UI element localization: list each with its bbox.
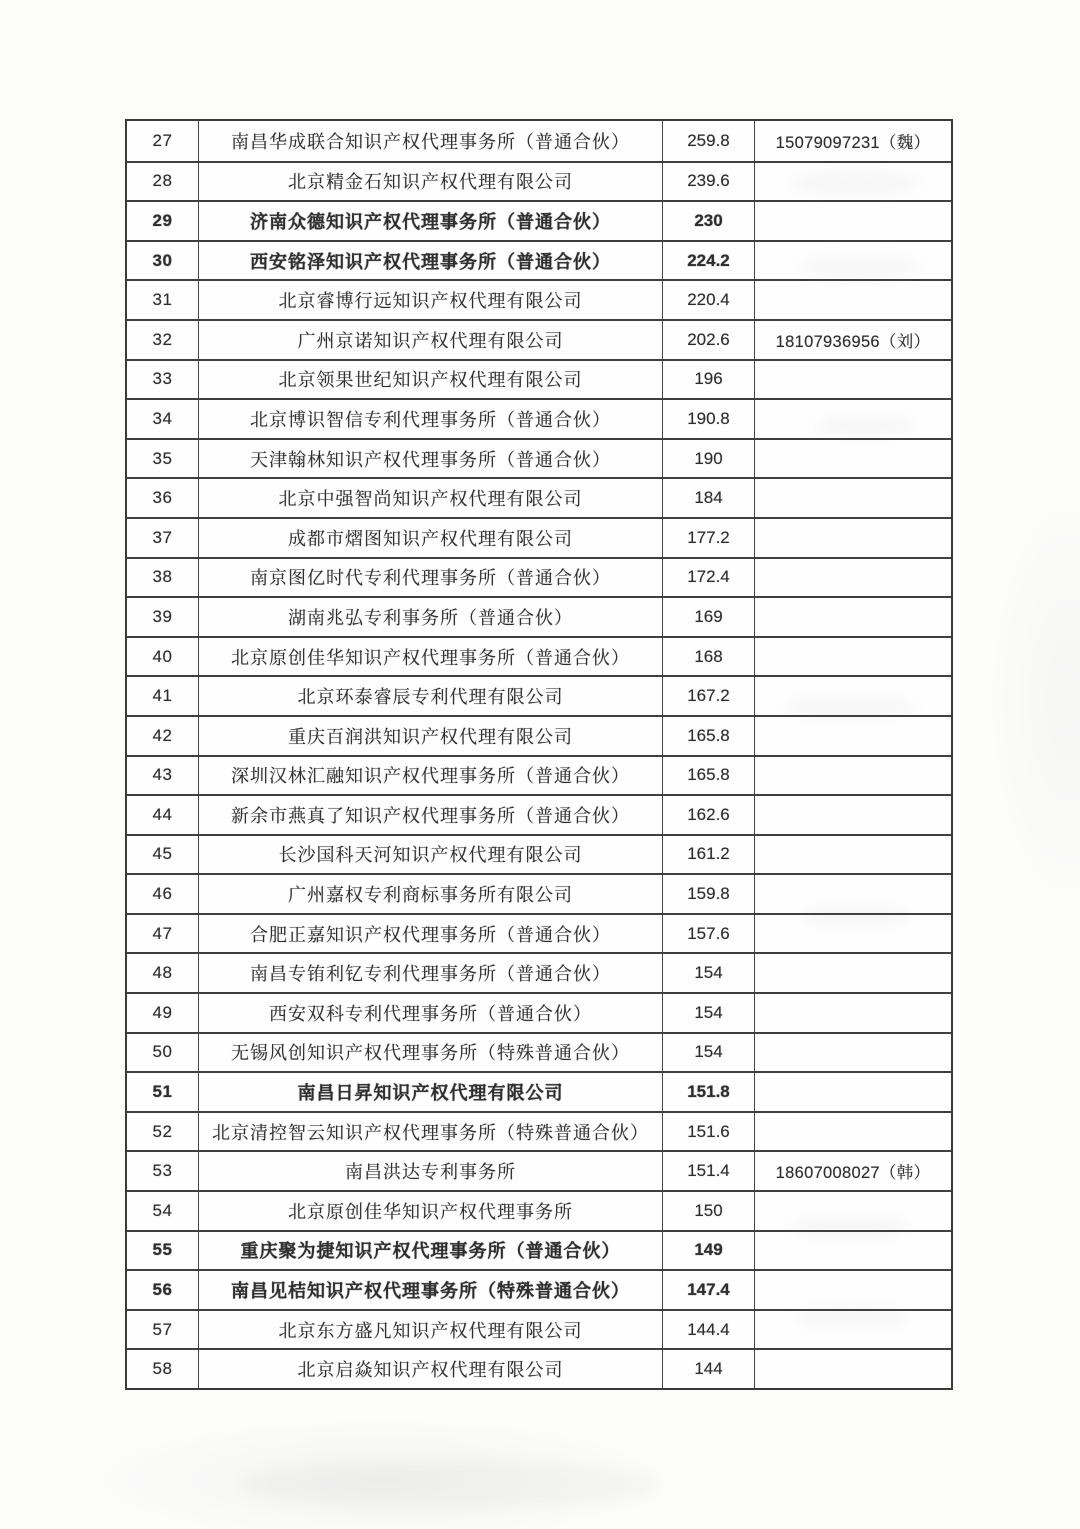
company-name-cell: 南昌华成联合知识产权代理事务所（普通合伙）: [199, 121, 663, 161]
company-name-cell: 西安双科专利代理事务所（普通合伙）: [199, 994, 663, 1032]
rank-cell: 55: [127, 1232, 199, 1270]
contact-cell: [755, 954, 951, 992]
score-cell: 151.6: [663, 1113, 755, 1151]
score-cell: 168: [663, 638, 755, 676]
company-name-cell: 重庆聚为捷知识产权代理事务所（普通合伙）: [199, 1232, 663, 1270]
score-cell: 147.4: [663, 1271, 755, 1309]
company-name-cell: 北京领果世纪知识产权代理有限公司: [199, 361, 663, 399]
score-cell: 162.6: [663, 796, 755, 834]
table-row: [127, 873, 951, 913]
company-name-cell: 南昌见桔知识产权代理事务所（特殊普通合伙）: [199, 1271, 663, 1309]
score-cell: 144: [663, 1350, 755, 1388]
company-name-cell: 北京东方盛凡知识产权代理有限公司: [199, 1311, 663, 1349]
rank-cell: 53: [127, 1152, 199, 1190]
table-row: [127, 121, 951, 161]
table-row: [127, 992, 951, 1032]
company-name-cell: 深圳汉林汇融知识产权代理事务所（普通合伙）: [199, 757, 663, 795]
score-cell: 144.4: [663, 1311, 755, 1349]
table-row: [127, 477, 951, 517]
score-cell: 154: [663, 994, 755, 1032]
company-name-cell: 南昌日昇知识产权代理有限公司: [199, 1073, 663, 1111]
company-name-cell: 长沙国科天河知识产权代理有限公司: [199, 836, 663, 874]
rank-cell: 49: [127, 994, 199, 1032]
contact-cell: [755, 163, 951, 201]
score-cell: 154: [663, 954, 755, 992]
table-row: [127, 517, 951, 557]
table-row: [127, 952, 951, 992]
table-row: [127, 359, 951, 399]
table-row: [127, 834, 951, 874]
score-cell: 172.4: [663, 559, 755, 597]
score-cell: 259.8: [663, 121, 755, 161]
score-cell: 202.6: [663, 321, 755, 359]
rank-cell: 31: [127, 281, 199, 319]
company-name-cell: 北京原创佳华知识产权代理事务所: [199, 1192, 663, 1230]
contact-cell: [755, 242, 951, 280]
company-name-cell: 济南众德知识产权代理事务所（普通合伙）: [199, 202, 663, 240]
score-cell: 184: [663, 479, 755, 517]
score-cell: 190: [663, 440, 755, 478]
contact-cell: [755, 1232, 951, 1270]
company-name-cell: 新余市燕真了知识产权代理事务所（普通合伙）: [199, 796, 663, 834]
contact-cell: [755, 836, 951, 874]
score-cell: 177.2: [663, 519, 755, 557]
contact-cell: [755, 757, 951, 795]
contact-cell: [755, 1311, 951, 1349]
rank-cell: 48: [127, 954, 199, 992]
rank-cell: 41: [127, 677, 199, 715]
rank-cell: 52: [127, 1113, 199, 1151]
table-row: [127, 438, 951, 478]
rank-cell: 36: [127, 479, 199, 517]
company-name-cell: 南昌专铕利钇专利代理事务所（普通合伙）: [199, 954, 663, 992]
table-row: [127, 1111, 951, 1151]
score-cell: 150: [663, 1192, 755, 1230]
rank-cell: 54: [127, 1192, 199, 1230]
contact-cell: [755, 1034, 951, 1072]
contact-cell: [755, 1113, 951, 1151]
rank-cell: 35: [127, 440, 199, 478]
contact-cell: [755, 281, 951, 319]
company-name-cell: 湖南兆弘专利事务所（普通合伙）: [199, 598, 663, 636]
company-name-cell: 北京博识智信专利代理事务所（普通合伙）: [199, 400, 663, 438]
table-row: [127, 398, 951, 438]
score-cell: 196: [663, 361, 755, 399]
rank-cell: 58: [127, 1350, 199, 1388]
company-name-cell: 广州嘉权专利商标事务所有限公司: [199, 875, 663, 913]
company-name-cell: 北京原创佳华知识产权代理事务所（普通合伙）: [199, 638, 663, 676]
table-row: [127, 1348, 951, 1388]
table-row: [127, 1230, 951, 1270]
company-name-cell: 北京启焱知识产权代理有限公司: [199, 1350, 663, 1388]
company-name-cell: 北京中强智尚知识产权代理有限公司: [199, 479, 663, 517]
ranking-table: [125, 119, 953, 1390]
contact-cell: 15079097231（魏）: [775, 133, 931, 152]
contact-cell: [755, 717, 951, 755]
scan-artifact: [240, 1460, 660, 1510]
contact-cell: [755, 915, 951, 953]
contact-cell: [755, 519, 951, 557]
table-row: [127, 913, 951, 953]
company-name-cell: 南京图亿时代专利代理事务所（普通合伙）: [199, 559, 663, 597]
table-row: [127, 715, 951, 755]
score-cell: 224.2: [663, 242, 755, 280]
contact-cell: 18107936956（刘）: [775, 332, 931, 351]
score-cell: 167.2: [663, 677, 755, 715]
rank-cell: 57: [127, 1311, 199, 1349]
rank-cell: 32: [127, 321, 199, 359]
table-row: [127, 279, 951, 319]
company-name-cell: 西安铭泽知识产权代理事务所（普通合伙）: [199, 242, 663, 280]
contact-cell: 18607008027（韩）: [775, 1164, 931, 1183]
rank-cell: 34: [127, 400, 199, 438]
company-name-cell: 合肥正嘉知识产权代理事务所（普通合伙）: [199, 915, 663, 953]
rank-cell: 28: [127, 163, 199, 201]
rank-cell: 30: [127, 242, 199, 280]
rank-cell: 56: [127, 1271, 199, 1309]
company-name-cell: 北京精金石知识产权代理有限公司: [199, 163, 663, 201]
rank-cell: 47: [127, 915, 199, 953]
rank-cell: 33: [127, 361, 199, 399]
score-cell: 151.8: [663, 1073, 755, 1111]
score-cell: 161.2: [663, 836, 755, 874]
score-cell: 149: [663, 1232, 755, 1270]
company-name-cell: 北京睿博行远知识产权代理有限公司: [199, 281, 663, 319]
contact-cell: [755, 677, 951, 715]
table-row: [127, 161, 951, 201]
rank-cell: 43: [127, 757, 199, 795]
company-name-cell: 无锡风创知识产权代理事务所（特殊普通合伙）: [199, 1034, 663, 1072]
rank-cell: 42: [127, 717, 199, 755]
table-row: [127, 1269, 951, 1309]
rank-cell: 29: [127, 202, 199, 240]
contact-cell: [755, 479, 951, 517]
contact-cell: [755, 796, 951, 834]
rank-cell: 39: [127, 598, 199, 636]
table-row: [127, 319, 951, 359]
score-cell: 154: [663, 1034, 755, 1072]
contact-cell: [755, 598, 951, 636]
rank-cell: 51: [127, 1073, 199, 1111]
score-cell: 165.8: [663, 717, 755, 755]
contact-cell: [755, 638, 951, 676]
table-row: [127, 1190, 951, 1230]
table-row: [127, 794, 951, 834]
table-row: [127, 636, 951, 676]
table-row: [127, 1071, 951, 1111]
contact-cell: [755, 1073, 951, 1111]
table-row: [127, 557, 951, 597]
company-name-cell: 南昌洪达专利事务所: [199, 1152, 663, 1190]
rank-cell: 27: [127, 121, 199, 161]
contact-cell: [755, 559, 951, 597]
rank-cell: 45: [127, 836, 199, 874]
contact-cell: [755, 361, 951, 399]
contact-cell: [755, 1192, 951, 1230]
rank-cell: 44: [127, 796, 199, 834]
contact-cell: [755, 440, 951, 478]
table-row: [127, 200, 951, 240]
table-row: [127, 675, 951, 715]
contact-cell: [755, 875, 951, 913]
score-cell: 230: [663, 202, 755, 240]
company-name-cell: 重庆百润洪知识产权代理有限公司: [199, 717, 663, 755]
score-cell: 151.4: [663, 1152, 755, 1190]
table-row: [127, 1309, 951, 1349]
table-row: [127, 596, 951, 636]
rank-cell: 46: [127, 875, 199, 913]
contact-cell: [755, 1271, 951, 1309]
company-name-cell: 广州京诺知识产权代理有限公司: [199, 321, 663, 359]
rank-cell: 38: [127, 559, 199, 597]
table-row: [127, 1150, 951, 1190]
score-cell: 239.6: [663, 163, 755, 201]
company-name-cell: 成都市熠图知识产权代理有限公司: [199, 519, 663, 557]
contact-cell: [755, 1350, 951, 1388]
rank-cell: 40: [127, 638, 199, 676]
rank-cell: 50: [127, 1034, 199, 1072]
score-cell: 159.8: [663, 875, 755, 913]
score-cell: 157.6: [663, 915, 755, 953]
company-name-cell: 北京清控智云知识产权代理事务所（特殊普通合伙）: [199, 1113, 663, 1151]
score-cell: 165.8: [663, 757, 755, 795]
score-cell: 220.4: [663, 281, 755, 319]
table-row: [127, 1032, 951, 1072]
table-row: [127, 755, 951, 795]
contact-cell: [755, 400, 951, 438]
table-row: [127, 240, 951, 280]
contact-cell: [755, 202, 951, 240]
contact-cell: [755, 994, 951, 1032]
rank-cell: 37: [127, 519, 199, 557]
company-name-cell: 北京环泰睿辰专利代理有限公司: [199, 677, 663, 715]
score-cell: 190.8: [663, 400, 755, 438]
score-cell: 169: [663, 598, 755, 636]
company-name-cell: 天津翰林知识产权代理事务所（普通合伙）: [199, 440, 663, 478]
